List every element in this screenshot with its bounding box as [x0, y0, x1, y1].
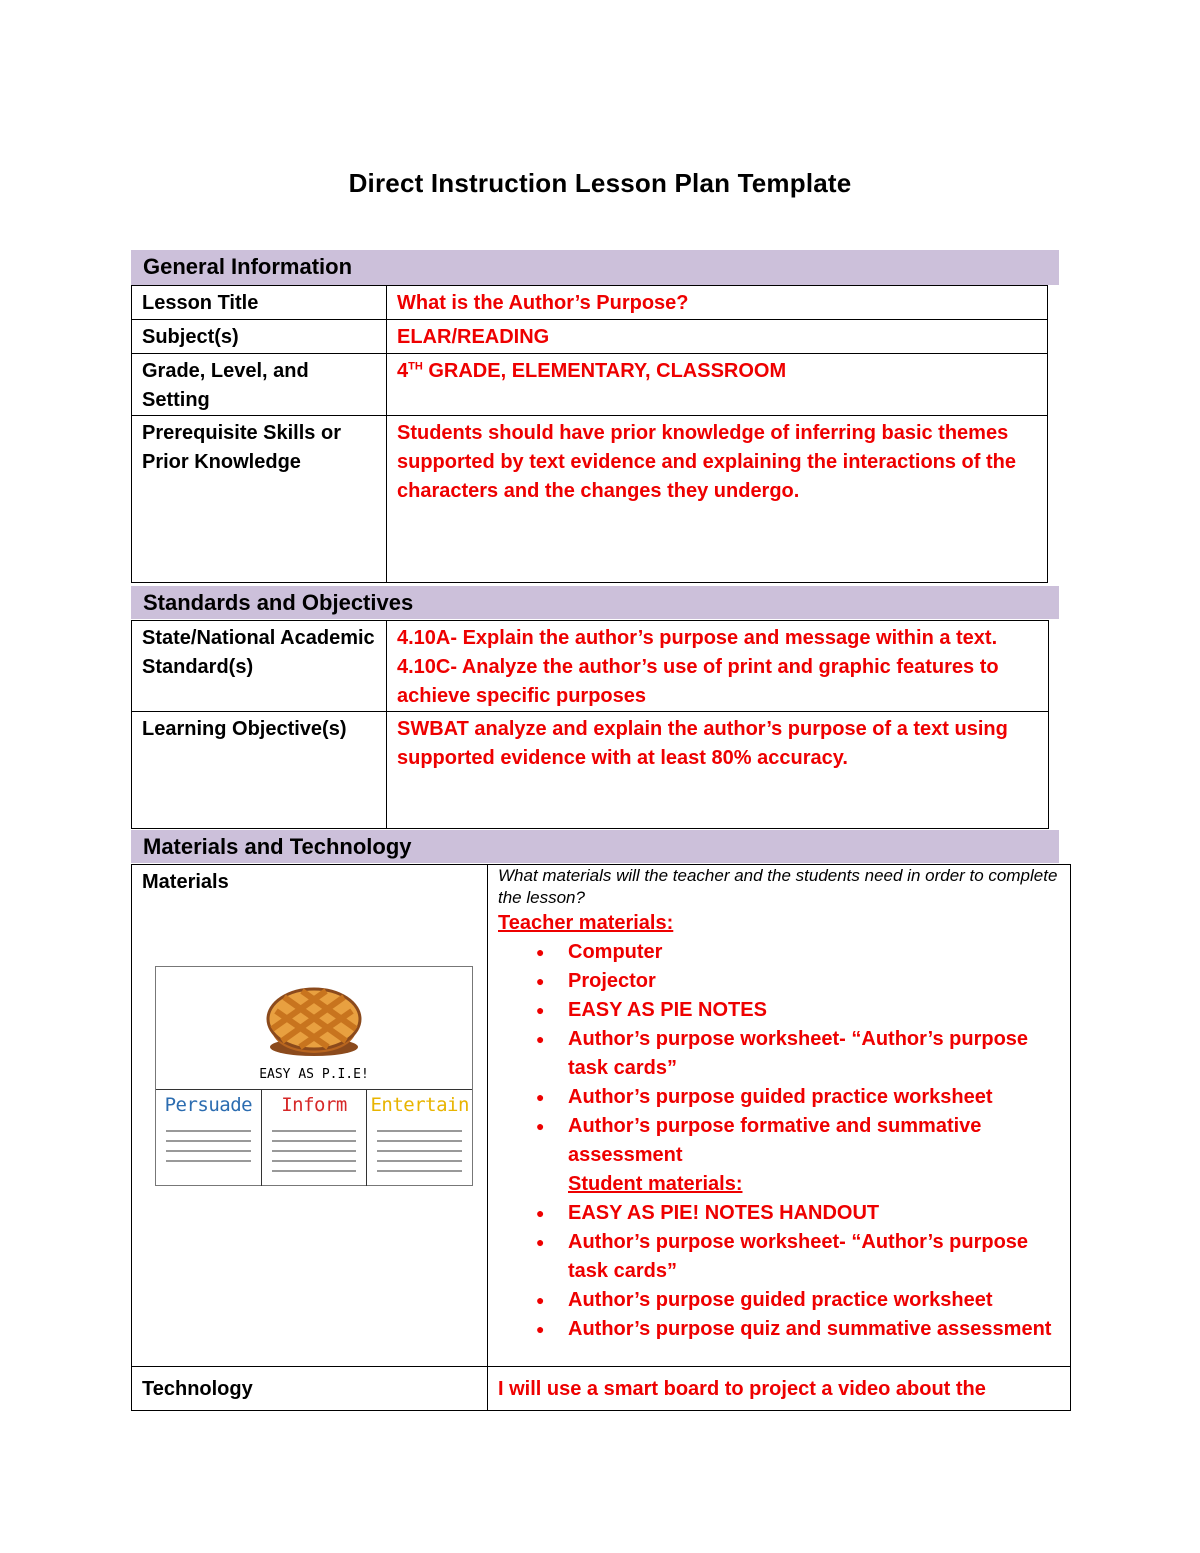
- lesson-title-label: Lesson Title: [132, 286, 387, 320]
- technology-label: Technology: [132, 1367, 488, 1411]
- learning-objective-value: SWBAT analyze and explain the author’s purpose of a text using supported evidence with at least 80% accuracy.: [387, 712, 1049, 829]
- list-item: ● Author’s purpose quiz and summative assessment: [498, 1315, 1060, 1344]
- learning-objective-label: Learning Objective(s): [132, 712, 387, 829]
- technology-value: I will use a smart board to project a video about the: [488, 1367, 1071, 1411]
- section-materials-technology: Materials and Technology: [131, 830, 1059, 863]
- teacher-materials-list: [498, 938, 1060, 1170]
- list-item: ● EASY AS PIE NOTES: [498, 996, 1060, 1025]
- materials-label: Materials: [132, 865, 488, 1367]
- list-item: ● Author’s purpose guided practice worksheet: [498, 1083, 1060, 1112]
- prerequisite-label: Prerequisite Skills or Prior Knowledge: [132, 416, 387, 583]
- list-item: ● Author’s purpose formative and summative assessment: [498, 1112, 1060, 1170]
- grade-value: 4TH GRADE, ELEMENTARY, CLASSROOM: [387, 354, 1048, 416]
- easy-as-pie-image: [155, 966, 473, 1186]
- standard-4-10c: 4.10C- Analyze the author’s use of print and graphic features to achieve specific purposes: [397, 656, 999, 707]
- inform-column: [262, 1090, 368, 1186]
- prerequisite-value: Students should have prior knowledge of inferring basic themes supported by text evidence and explaining the interactions of the characters and the changes they undergo.: [387, 416, 1048, 583]
- student-materials-heading: Student materials:: [568, 1173, 743, 1195]
- materials-value: [488, 865, 1071, 1367]
- persuade-column: [156, 1090, 262, 1186]
- student-materials-list: [498, 1199, 1060, 1344]
- list-item: ● Author’s purpose worksheet- “Author’s purpose task cards”: [498, 1025, 1060, 1083]
- standards-objectives-table: [131, 620, 1049, 829]
- subject-label: Subject(s): [132, 320, 387, 354]
- subject-value: ELAR/READING: [387, 320, 1048, 354]
- list-item: ● Author’s purpose guided practice worksheet: [498, 1286, 1060, 1315]
- standard-4-10a: 4.10A- Explain the author’s purpose and message within a text.: [397, 627, 998, 649]
- academic-standard-value: [387, 621, 1049, 712]
- grade-label: Grade, Level, and Setting: [132, 354, 387, 416]
- entertain-column: [367, 1090, 472, 1186]
- academic-standard-label: State/National Academic Standard(s): [132, 621, 387, 712]
- list-item: ● Author’s purpose worksheet- “Author’s purpose task cards”: [498, 1228, 1060, 1286]
- list-item: ● Computer: [498, 938, 1060, 967]
- entertain-heading: Entertain: [370, 1094, 469, 1116]
- pie-icon: [156, 967, 472, 1067]
- pie-columns: [156, 1089, 472, 1186]
- persuade-heading: Persuade: [164, 1094, 253, 1116]
- general-information-table: [131, 285, 1048, 583]
- easy-as-pie-caption: EASY AS P.I.E!: [259, 1067, 369, 1082]
- list-item: ● Projector: [498, 967, 1060, 996]
- document-title: Direct Instruction Lesson Plan Template: [348, 168, 852, 198]
- materials-hint: What materials will the teacher and the students need in order to complete the lesson?: [498, 866, 1058, 907]
- list-item: ● EASY AS PIE! NOTES HANDOUT: [498, 1199, 1060, 1228]
- section-standards-objectives: Standards and Objectives: [131, 586, 1059, 619]
- teacher-materials-heading: Teacher materials:: [498, 912, 674, 934]
- section-general-information: General Information: [131, 250, 1059, 285]
- inform-heading: Inform: [281, 1094, 347, 1116]
- lesson-title-value: What is the Author’s Purpose?: [387, 286, 1048, 320]
